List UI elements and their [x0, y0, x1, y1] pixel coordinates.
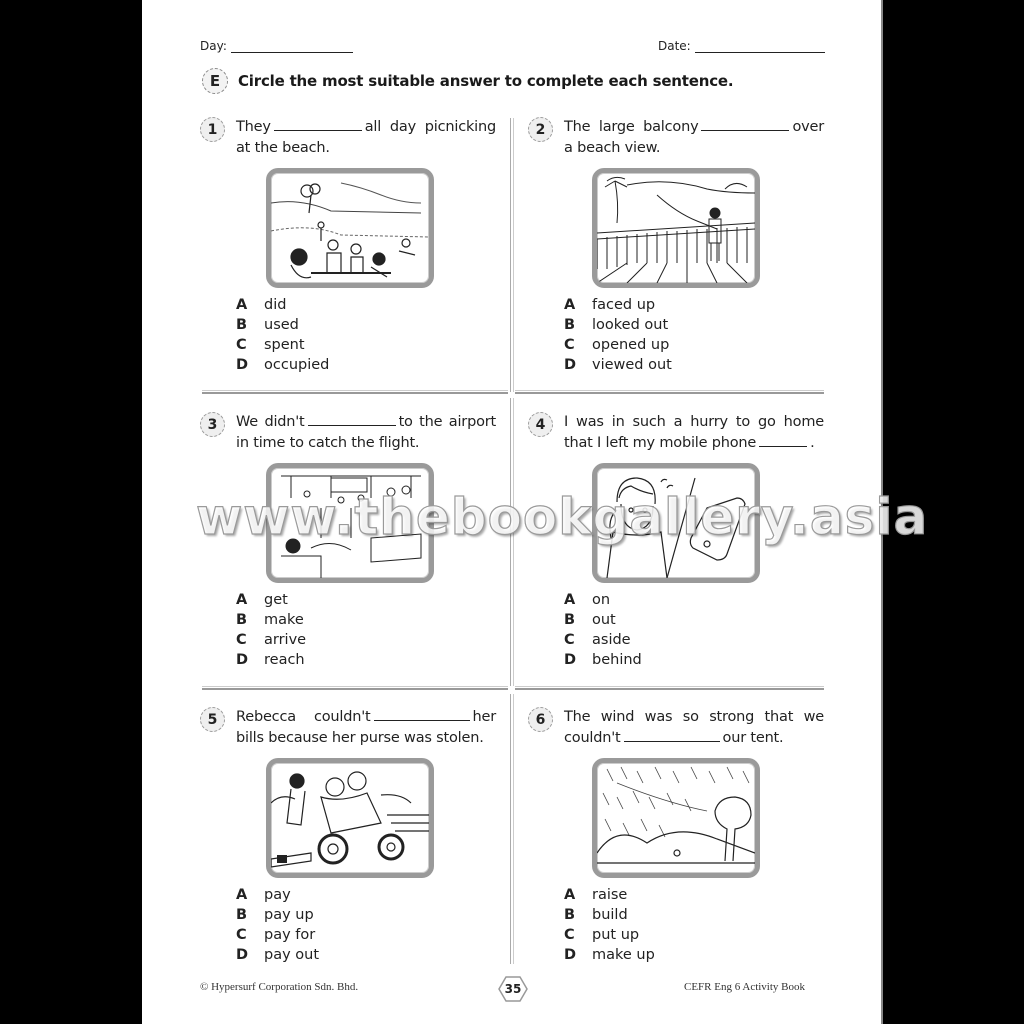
option-b[interactable]: B make: [236, 612, 304, 628]
book-title: CEFR Eng 6 Activity Book: [684, 981, 806, 993]
question-2: [528, 117, 828, 373]
section-badge-icon: E: [202, 68, 228, 94]
answer-options: [564, 885, 655, 965]
answer-options: [564, 590, 642, 670]
option-b[interactable]: B looked out: [564, 317, 669, 333]
option-a[interactable]: A get: [236, 592, 288, 608]
option-a[interactable]: A on: [564, 592, 611, 608]
copyright-notice: © Hypersurf Corporation Sdn. Bhd.: [200, 981, 359, 993]
question-text: They all day picnicking at the beach.: [236, 119, 496, 156]
day-field: [200, 39, 353, 53]
date-label: Date:: [658, 39, 691, 53]
windy-rain-icon: [597, 763, 755, 873]
question-number-badge: 2: [528, 117, 553, 142]
option-b[interactable]: B pay up: [236, 907, 314, 923]
row-divider: [515, 390, 824, 394]
day-label: Day:: [200, 39, 227, 53]
question-number-badge: 3: [200, 412, 225, 437]
option-b[interactable]: B build: [564, 907, 628, 923]
answer-blank: [374, 709, 470, 721]
option-c[interactable]: C arrive: [236, 632, 307, 648]
beach-picnic-icon: [271, 173, 429, 283]
answer-options: [564, 295, 672, 375]
date-field: [658, 39, 825, 53]
answer-blank: [274, 119, 362, 131]
option-c[interactable]: C spent: [236, 337, 305, 353]
option-c[interactable]: C aside: [564, 632, 631, 648]
option-a[interactable]: A did: [236, 297, 287, 313]
option-c[interactable]: C put up: [564, 927, 640, 943]
option-a[interactable]: A faced up: [564, 297, 656, 313]
column-divider: [510, 118, 514, 392]
page-number: 35: [498, 976, 528, 1002]
balcony-view-icon: [597, 173, 755, 283]
answer-options: [236, 590, 306, 670]
option-d[interactable]: D pay out: [236, 947, 320, 963]
row-divider: [515, 686, 824, 690]
motorcycle-snatch-icon: [271, 763, 429, 873]
option-d[interactable]: D occupied: [236, 357, 330, 373]
row-divider: [202, 686, 508, 690]
option-d[interactable]: D behind: [564, 652, 642, 668]
question-3: [200, 412, 500, 668]
section-instruction: [202, 68, 733, 94]
question-text: The wind was so strong that we couldn't our tent.: [564, 709, 824, 746]
question-text: I was in such a hurry to go home that I left my mobile phone .: [564, 414, 824, 451]
option-c[interactable]: C pay for: [236, 927, 316, 943]
date-blank-line: [695, 41, 825, 53]
question-text: Rebecca couldn't her bills because her purse was stolen.: [236, 709, 496, 746]
answer-blank: [624, 730, 720, 742]
question-number-badge: 6: [528, 707, 553, 732]
option-a[interactable]: A raise: [564, 887, 628, 903]
question-5: [200, 707, 500, 963]
answer-blank: [308, 414, 396, 426]
question-text: The large balcony over a beach view.: [564, 119, 824, 156]
instruction-text: Circle the most suitable answer to complete each sentence.: [238, 72, 734, 90]
option-d[interactable]: D viewed out: [564, 357, 672, 373]
answer-options: [236, 295, 329, 375]
row-divider: [202, 390, 508, 394]
question-4: [528, 412, 828, 668]
snatch-theft-illustration: [266, 758, 434, 878]
answer-options: [236, 885, 319, 965]
day-blank-line: [231, 41, 353, 53]
answer-blank: [759, 435, 807, 447]
question-6: [528, 707, 828, 963]
question-number-badge: 1: [200, 117, 225, 142]
balcony-illustration: [592, 168, 760, 288]
option-c[interactable]: C opened up: [564, 337, 670, 353]
column-divider: [510, 694, 514, 964]
question-number-badge: 5: [200, 707, 225, 732]
option-b[interactable]: B out: [564, 612, 616, 628]
question-1: [200, 117, 500, 373]
answer-blank: [701, 119, 789, 131]
option-b[interactable]: B used: [236, 317, 299, 333]
option-d[interactable]: D reach: [236, 652, 305, 668]
option-a[interactable]: A pay: [236, 887, 291, 903]
question-number-badge: 4: [528, 412, 553, 437]
question-text: We didn't to the airport in time to catch the flight.: [236, 414, 496, 451]
watermark: www.thebookgallery.asia: [196, 488, 929, 546]
option-d[interactable]: D make up: [564, 947, 655, 963]
picnic-illustration: [266, 168, 434, 288]
storm-illustration: [592, 758, 760, 878]
